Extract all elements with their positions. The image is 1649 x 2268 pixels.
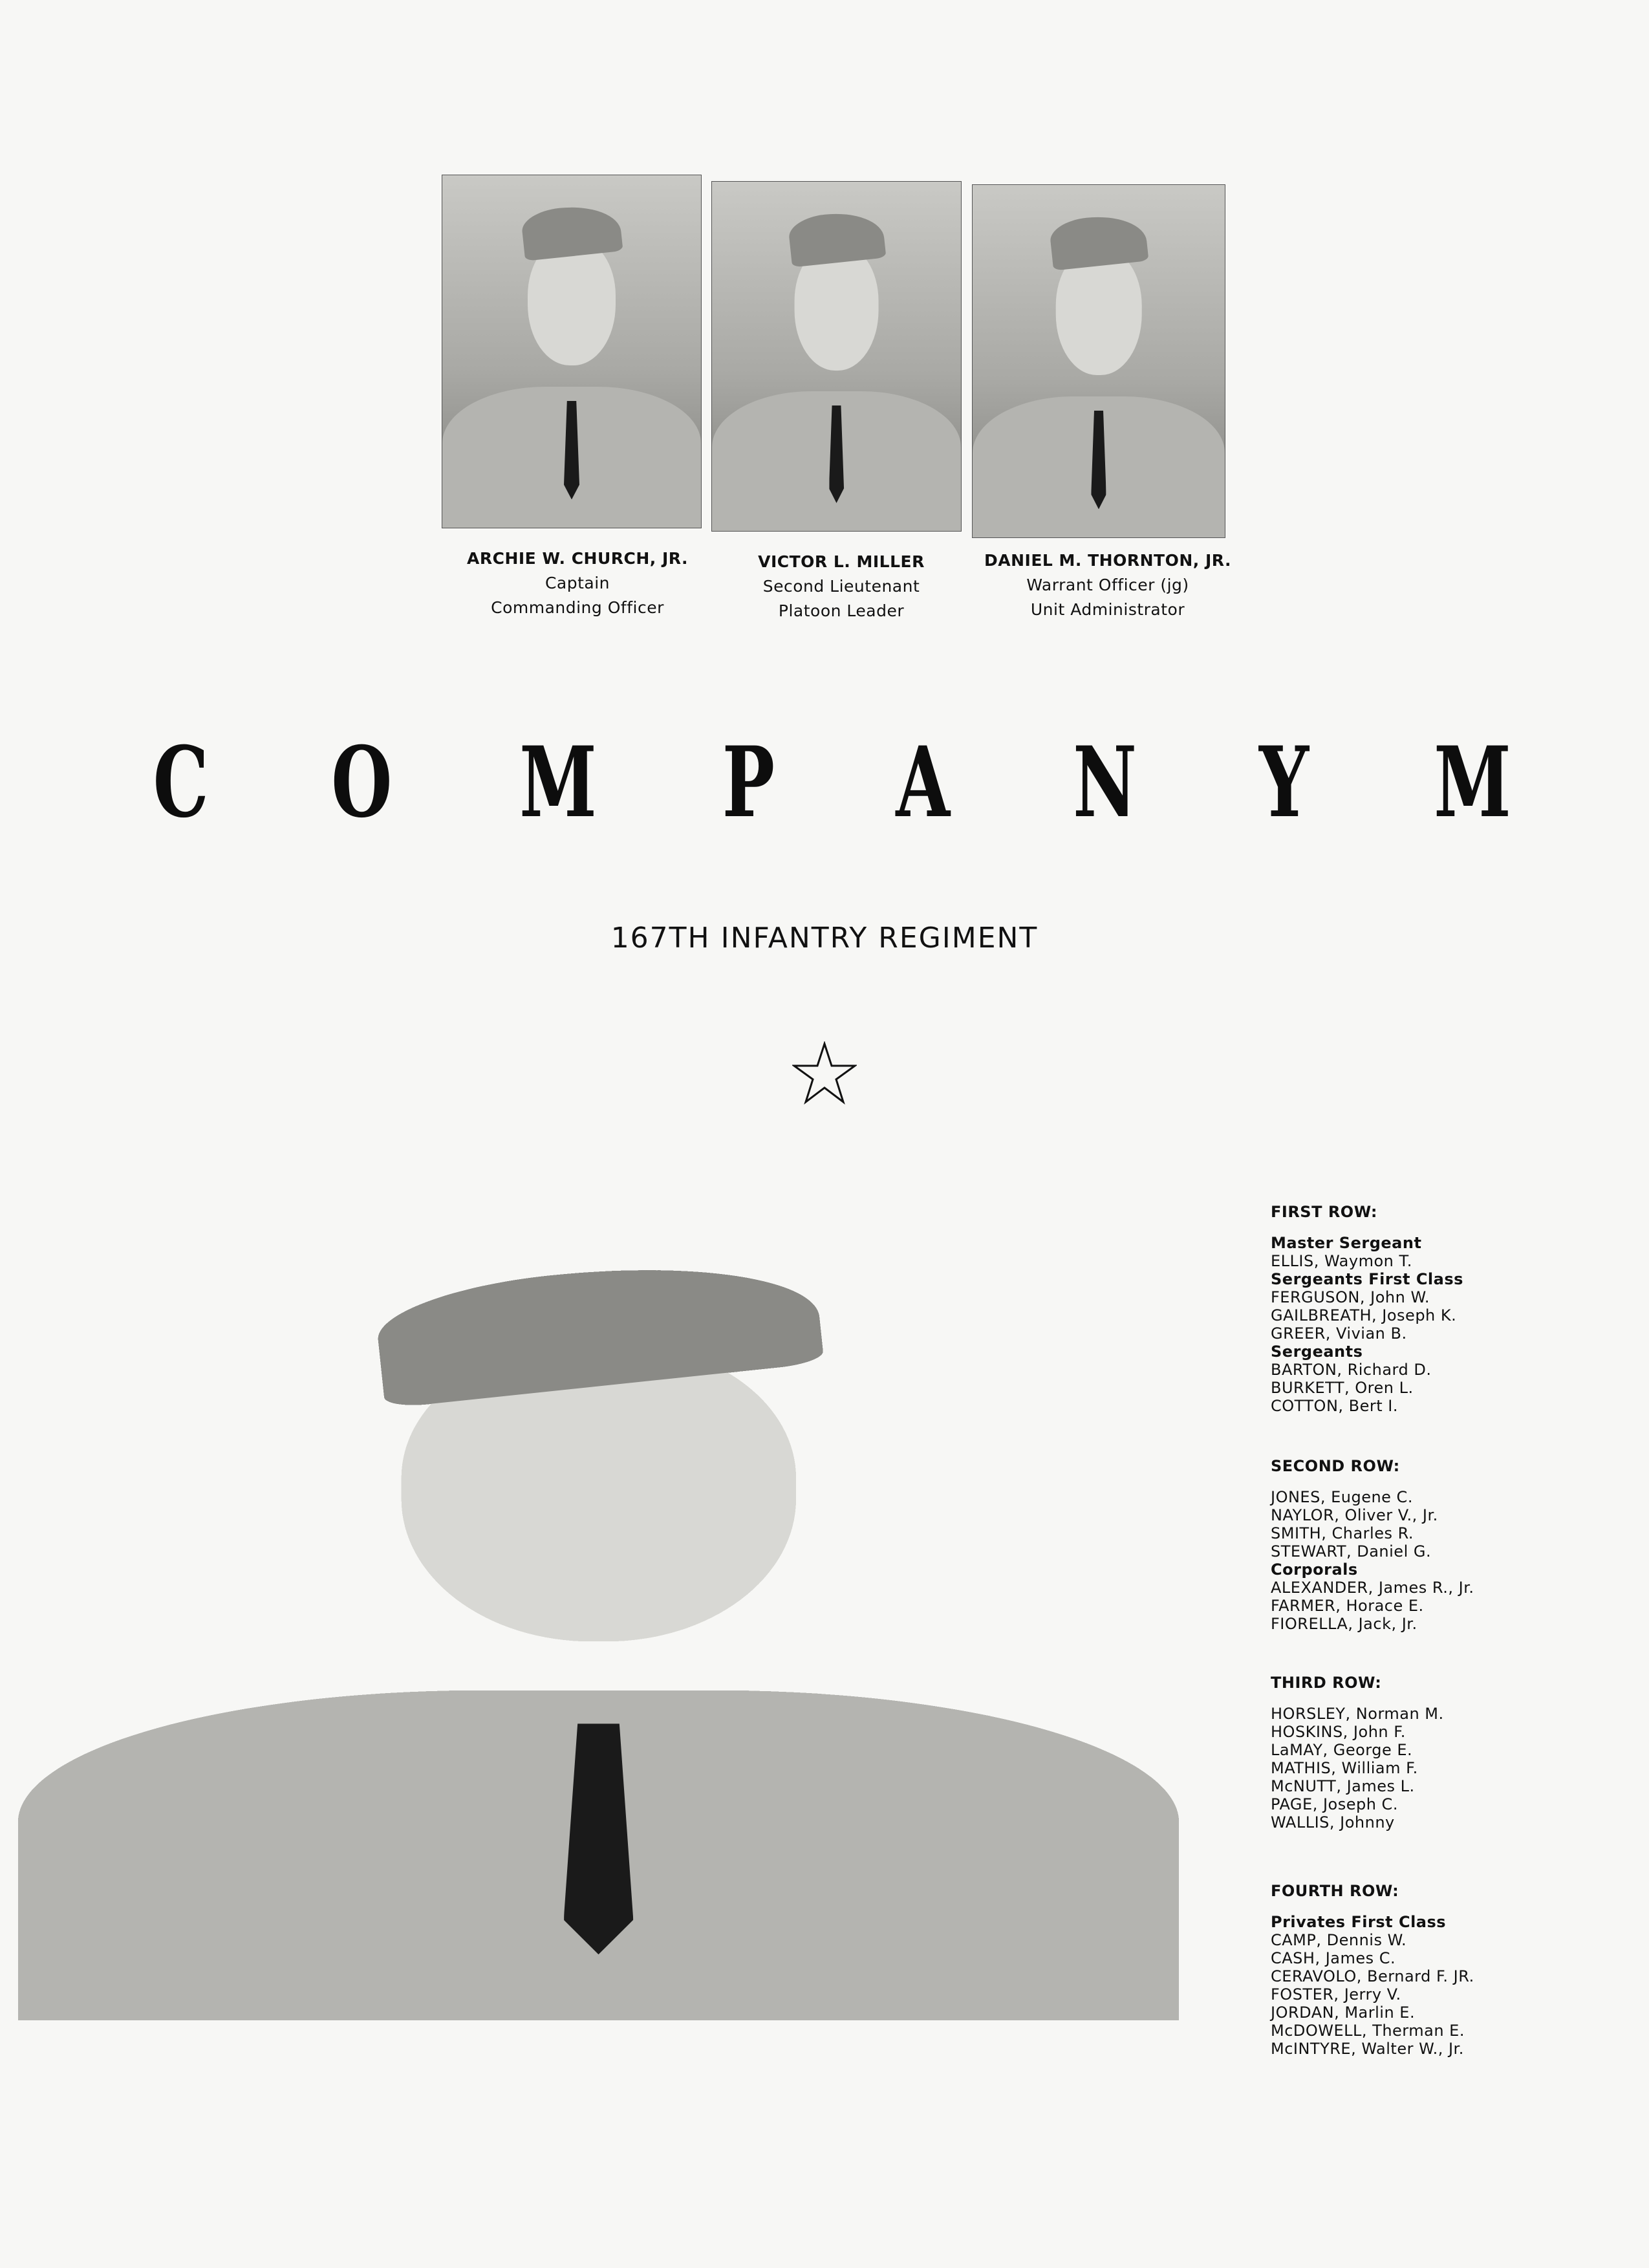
- enlisted-photo-grid: [18, 1196, 1179, 2020]
- title-letter: N: [1073, 726, 1137, 839]
- officer-rank: Captain: [544, 574, 610, 592]
- roster-name: BURKETT, Oren L.: [1271, 1379, 1414, 1397]
- enlisted-portrait-photo: [852, 1196, 1013, 1396]
- title-letter: M: [519, 726, 597, 839]
- roster-second-row: [1271, 1457, 1633, 1633]
- roster-name: JONES, Eugene C.: [1271, 1488, 1413, 1506]
- page-subtitle: 167TH INFANTRY REGIMENT: [610, 922, 1039, 955]
- officer-caption: [700, 550, 983, 623]
- roster-name: FERGUSON, John W.: [1271, 1288, 1430, 1306]
- officer-rank: Second Lieutenant: [762, 577, 920, 596]
- roster-name: LaMAY, George E.: [1271, 1741, 1413, 1759]
- title-letter: M: [1434, 726, 1511, 839]
- enlisted-portrait-photo: [1019, 1405, 1180, 1604]
- enlisted-portrait-photo: [18, 1196, 178, 1396]
- officer-name: VICTOR L. MILLER: [758, 552, 925, 571]
- roster-rank-heading: Corporals: [1271, 1561, 1358, 1579]
- roster-name: COTTON, Bert I.: [1271, 1397, 1398, 1415]
- officer-name: DANIEL M. THORNTON, JR.: [984, 551, 1231, 570]
- title-letter: O: [331, 726, 393, 839]
- roster-first-row: [1271, 1203, 1633, 1415]
- roster-name: PAGE, Joseph C.: [1271, 1795, 1398, 1813]
- roster-name: CAMP, Dennis W.: [1271, 1931, 1407, 1949]
- officer-card: [442, 175, 713, 620]
- roster-name: McNUTT, James L.: [1271, 1777, 1415, 1795]
- officer-position: Commanding Officer: [491, 598, 664, 617]
- officer-portrait-photo: [711, 181, 962, 532]
- officer-card: [711, 175, 983, 623]
- roster-name: GAILBREATH, Joseph K.: [1271, 1306, 1457, 1324]
- roster-name: GREER, Vivian B.: [1271, 1324, 1407, 1343]
- roster-name: BARTON, Richard D.: [1271, 1361, 1432, 1379]
- roster-row-title: FOURTH ROW:: [1271, 1882, 1399, 1900]
- officer-name: ARCHIE W. CHURCH, JR.: [467, 549, 688, 568]
- roster-rank-heading: Sergeants First Class: [1271, 1270, 1463, 1288]
- enlisted-portrait-photo: [185, 1405, 345, 1604]
- roster-name: FOSTER, Jerry V.: [1271, 1985, 1401, 2003]
- roster-name: FIORELLA, Jack, Jr.: [1271, 1615, 1417, 1633]
- officer-portrait-photo: [442, 175, 702, 528]
- officer-rank: Warrant Officer (jg): [1026, 576, 1189, 594]
- enlisted-portrait-photo: [852, 1405, 1013, 1604]
- roster-name: HOSKINS, John F.: [1271, 1723, 1406, 1741]
- title-letter: Y: [1258, 726, 1310, 839]
- page-title: [142, 726, 1526, 839]
- officer-caption: [972, 548, 1244, 622]
- enlisted-portrait-photo: [1019, 1821, 1180, 2020]
- roster-row-title: SECOND ROW:: [1271, 1457, 1400, 1475]
- roster-fourth-row: [1271, 1882, 1633, 2058]
- title-letter: C: [153, 726, 209, 839]
- officer-position: Platoon Leader: [778, 601, 905, 620]
- officer-position: Unit Administrator: [1030, 600, 1185, 619]
- enlisted-portrait-photo: [18, 1405, 178, 1604]
- roster-name: SMITH, Charles R.: [1271, 1524, 1414, 1542]
- title-letter: A: [895, 726, 950, 839]
- officer-caption: [442, 546, 713, 620]
- roster-name: FARMER, Horace E.: [1271, 1597, 1424, 1615]
- roster-rank-heading: Sergeants: [1271, 1343, 1363, 1361]
- roster-rank-heading: Privates First Class: [1271, 1913, 1447, 1931]
- roster-name: JORDAN, Marlin E.: [1271, 2003, 1416, 2022]
- roster-row-title: FIRST ROW:: [1271, 1203, 1378, 1221]
- roster-row-title: THIRD ROW:: [1271, 1674, 1382, 1692]
- star-icon: [792, 1041, 857, 1106]
- officer-portrait-photo: [972, 184, 1225, 538]
- roster-rank-heading: Master Sergeant: [1271, 1234, 1422, 1252]
- roster-name: CASH, James C.: [1271, 1949, 1396, 1967]
- roster-name: McDOWELL, Therman E.: [1271, 2022, 1465, 2040]
- roster-name: NAYLOR, Oliver V., Jr.: [1271, 1506, 1438, 1524]
- roster-name: STEWART, Daniel G.: [1271, 1542, 1432, 1561]
- roster-name: HORSLEY, Norman M.: [1271, 1705, 1444, 1723]
- roster-name: MATHIS, William F.: [1271, 1759, 1418, 1777]
- roster-name: CERAVOLO, Bernard F. JR.: [1271, 1967, 1474, 1985]
- officer-card: [972, 175, 1244, 622]
- roster-name: WALLIS, Johnny: [1271, 1813, 1395, 1831]
- roster-third-row: [1271, 1674, 1633, 1831]
- roster-name: McINTYRE, Walter W., Jr.: [1271, 2040, 1464, 2058]
- roster-name: ALEXANDER, James R., Jr.: [1271, 1579, 1474, 1597]
- roster-name: ELLIS, Waymon T.: [1271, 1252, 1412, 1270]
- title-letter: P: [722, 726, 775, 839]
- enlisted-portrait-photo: [185, 1196, 345, 1396]
- enlisted-portrait-photo: [1019, 1196, 1180, 1396]
